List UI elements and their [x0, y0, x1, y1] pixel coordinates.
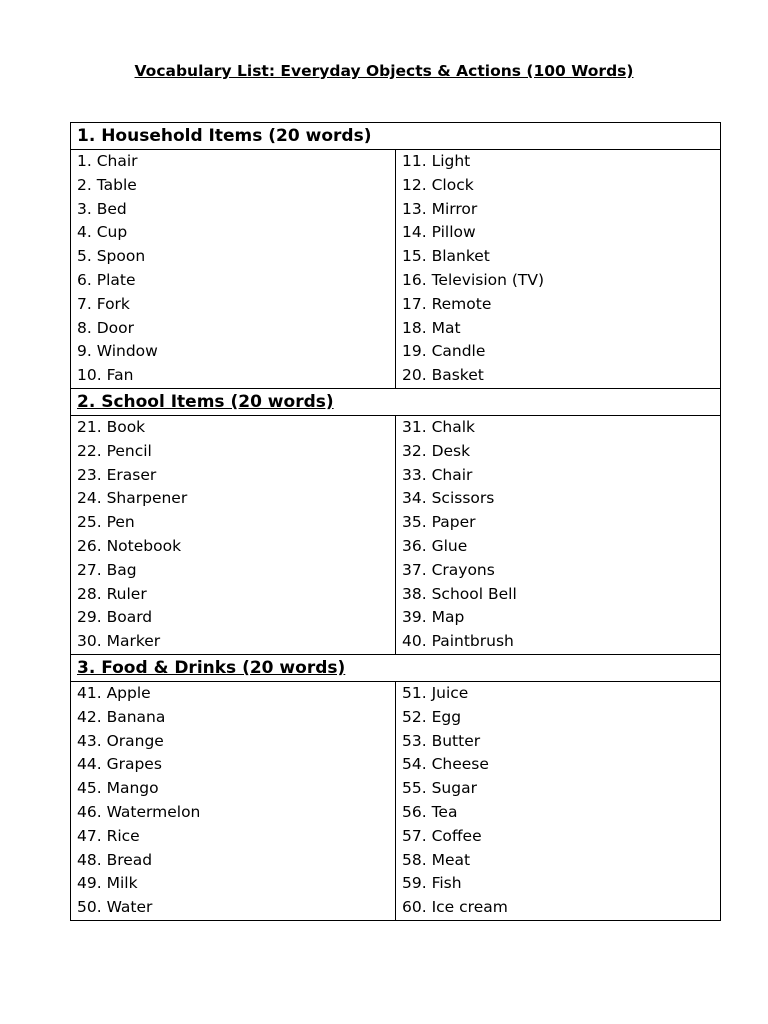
list-item: 20. Basket [402, 366, 484, 385]
list-item: 13. Mirror [402, 199, 478, 218]
list-item: 21. Book [77, 417, 146, 436]
word-column-right [396, 150, 721, 389]
section-heading-row [71, 123, 721, 150]
list-item: 44. Grapes [77, 755, 162, 774]
list-item: 5. Spoon [77, 247, 146, 266]
list-item: 28. Ruler [77, 584, 147, 603]
list-item: 53. Butter [402, 731, 481, 750]
section-heading-row [71, 388, 721, 415]
list-item: 57. Coffee [402, 826, 482, 845]
section-heading-household: 1. Household Items (20 words) [77, 126, 372, 146]
list-item: 29. Board [77, 608, 153, 627]
section-heading-cell [71, 654, 721, 681]
list-item: 37. Crayons [402, 560, 495, 579]
list-item: 36. Glue [402, 536, 468, 555]
list-item: 27. Bag [77, 560, 137, 579]
list-item: 25. Pen [77, 513, 135, 532]
list-item: 58. Meat [402, 850, 471, 869]
list-item: 35. Paper [402, 513, 476, 532]
word-column-left [71, 681, 396, 920]
list-item: 6. Plate [77, 270, 136, 289]
word-column-right [396, 415, 721, 654]
list-item: 3. Bed [77, 199, 127, 218]
word-list [402, 682, 720, 920]
word-list [77, 416, 395, 654]
list-item: 7. Fork [77, 294, 130, 313]
word-column-left [71, 150, 396, 389]
list-item: 9. Window [77, 342, 158, 361]
list-item: 46. Watermelon [77, 802, 201, 821]
list-item: 43. Orange [77, 731, 164, 750]
list-item: 23. Eraser [77, 465, 157, 484]
section-words-row [71, 681, 721, 920]
list-item: 59. Fish [402, 874, 462, 893]
list-item: 18. Mat [402, 318, 461, 337]
list-item: 8. Door [77, 318, 134, 337]
section-words-row [71, 150, 721, 389]
list-item: 41. Apple [77, 683, 151, 702]
list-item: 49. Milk [77, 874, 138, 893]
list-item: 4. Cup [77, 223, 128, 242]
list-item: 2. Table [77, 175, 137, 194]
list-item: 24. Sharpener [77, 489, 188, 508]
list-item: 50. Water [77, 898, 153, 917]
list-item: 60. Ice cream [402, 898, 508, 917]
list-item: 30. Marker [77, 632, 161, 651]
list-item: 19. Candle [402, 342, 486, 361]
list-item: 48. Bread [77, 850, 153, 869]
section-heading-school: 2. School Items (20 words) [77, 391, 334, 412]
word-list [77, 150, 395, 388]
list-item: 40. Paintbrush [402, 632, 514, 651]
word-list [402, 416, 720, 654]
list-item: 56. Tea [402, 802, 458, 821]
list-item: 31. Chalk [402, 417, 476, 436]
list-item: 55. Sugar [402, 779, 477, 798]
list-item: 34. Scissors [402, 489, 495, 508]
list-item: 38. School Bell [402, 584, 517, 603]
list-item: 11. Light [402, 152, 471, 170]
list-item: 14. Pillow [402, 223, 476, 242]
section-heading-cell [71, 388, 721, 415]
list-item: 39. Map [402, 608, 465, 627]
section-words-row [71, 415, 721, 654]
word-list [402, 150, 720, 388]
list-item: 1. Chair [77, 152, 138, 170]
list-item: 45. Mango [77, 779, 159, 798]
list-item: 33. Chair [402, 465, 473, 484]
list-item: 16. Television (TV) [402, 270, 545, 289]
list-item: 47. Rice [77, 826, 140, 845]
document-title: Vocabulary List: Everyday Objects & Actions (100 Words) [134, 62, 634, 80]
section-heading-cell [71, 123, 721, 150]
list-item: 12. Clock [402, 175, 474, 194]
list-item: 17. Remote [402, 294, 492, 313]
section-heading-row [71, 654, 721, 681]
list-item: 15. Blanket [402, 247, 490, 266]
word-list [77, 682, 395, 920]
list-item: 51. Juice [402, 683, 469, 702]
word-column-left [71, 415, 396, 654]
vocabulary-table [70, 122, 721, 921]
list-item: 52. Egg [402, 707, 462, 726]
list-item: 54. Cheese [402, 755, 489, 774]
word-column-right [396, 681, 721, 920]
list-item: 42. Banana [77, 707, 166, 726]
list-item: 22. Pencil [77, 441, 152, 460]
list-item: 10. Fan [77, 366, 134, 385]
section-heading-food: 3. Food & Drinks (20 words) [77, 657, 346, 678]
list-item: 32. Desk [402, 441, 471, 460]
list-item: 26. Notebook [77, 536, 182, 555]
